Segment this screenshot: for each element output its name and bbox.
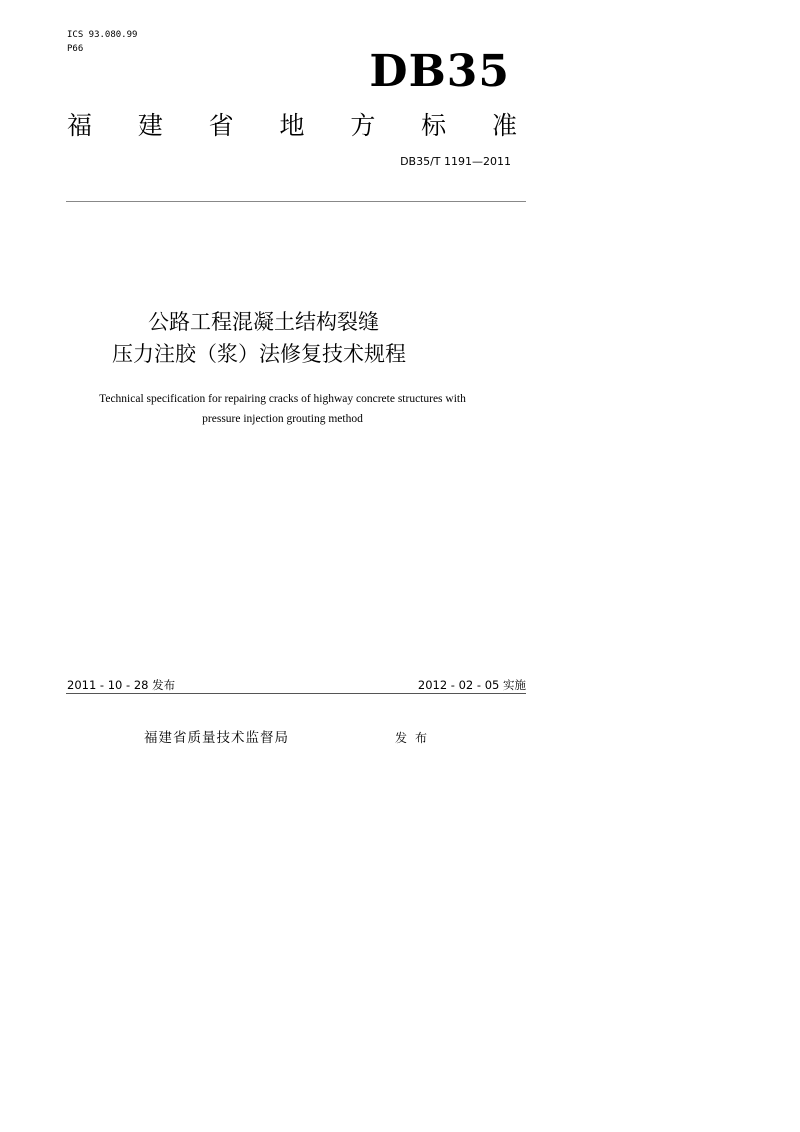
title-zh-line2: 压力注胶（浆）法修复技术规程: [112, 342, 406, 366]
ccs-code: P66: [67, 44, 84, 54]
issuer-label: 发布: [395, 731, 436, 745]
standard-type-char: 标: [421, 111, 447, 140]
standard-code: DB35: [369, 46, 510, 97]
title-en: [60, 389, 505, 429]
bottom-divider: [66, 693, 526, 694]
standard-type-char: 省: [208, 111, 234, 140]
standard-type-char: 方: [350, 111, 376, 140]
standard-type: [67, 111, 517, 141]
top-divider: [66, 201, 526, 202]
title-en-line1: Technical specification for repairing cracks of highway concrete structures with: [99, 393, 466, 405]
standard-type-char: 地: [279, 111, 305, 140]
standard-number: DB35/T 1191—2011: [400, 155, 511, 168]
issuer-name: 福建省质量技术监督局: [144, 730, 289, 746]
standard-type-char: 建: [137, 111, 163, 140]
standard-type-char: 准: [491, 111, 517, 140]
implementation-date: 2012 - 02 - 05 实施: [417, 678, 526, 692]
standard-type-char: 福: [67, 111, 93, 140]
issue-date: 2011 - 10 - 28 发布: [67, 678, 176, 692]
title-zh-line1: 公路工程混凝土结构裂缝: [148, 310, 379, 334]
title-en-line2: pressure injection grouting method: [202, 413, 363, 425]
ics-code: ICS 93.080.99: [67, 30, 138, 40]
